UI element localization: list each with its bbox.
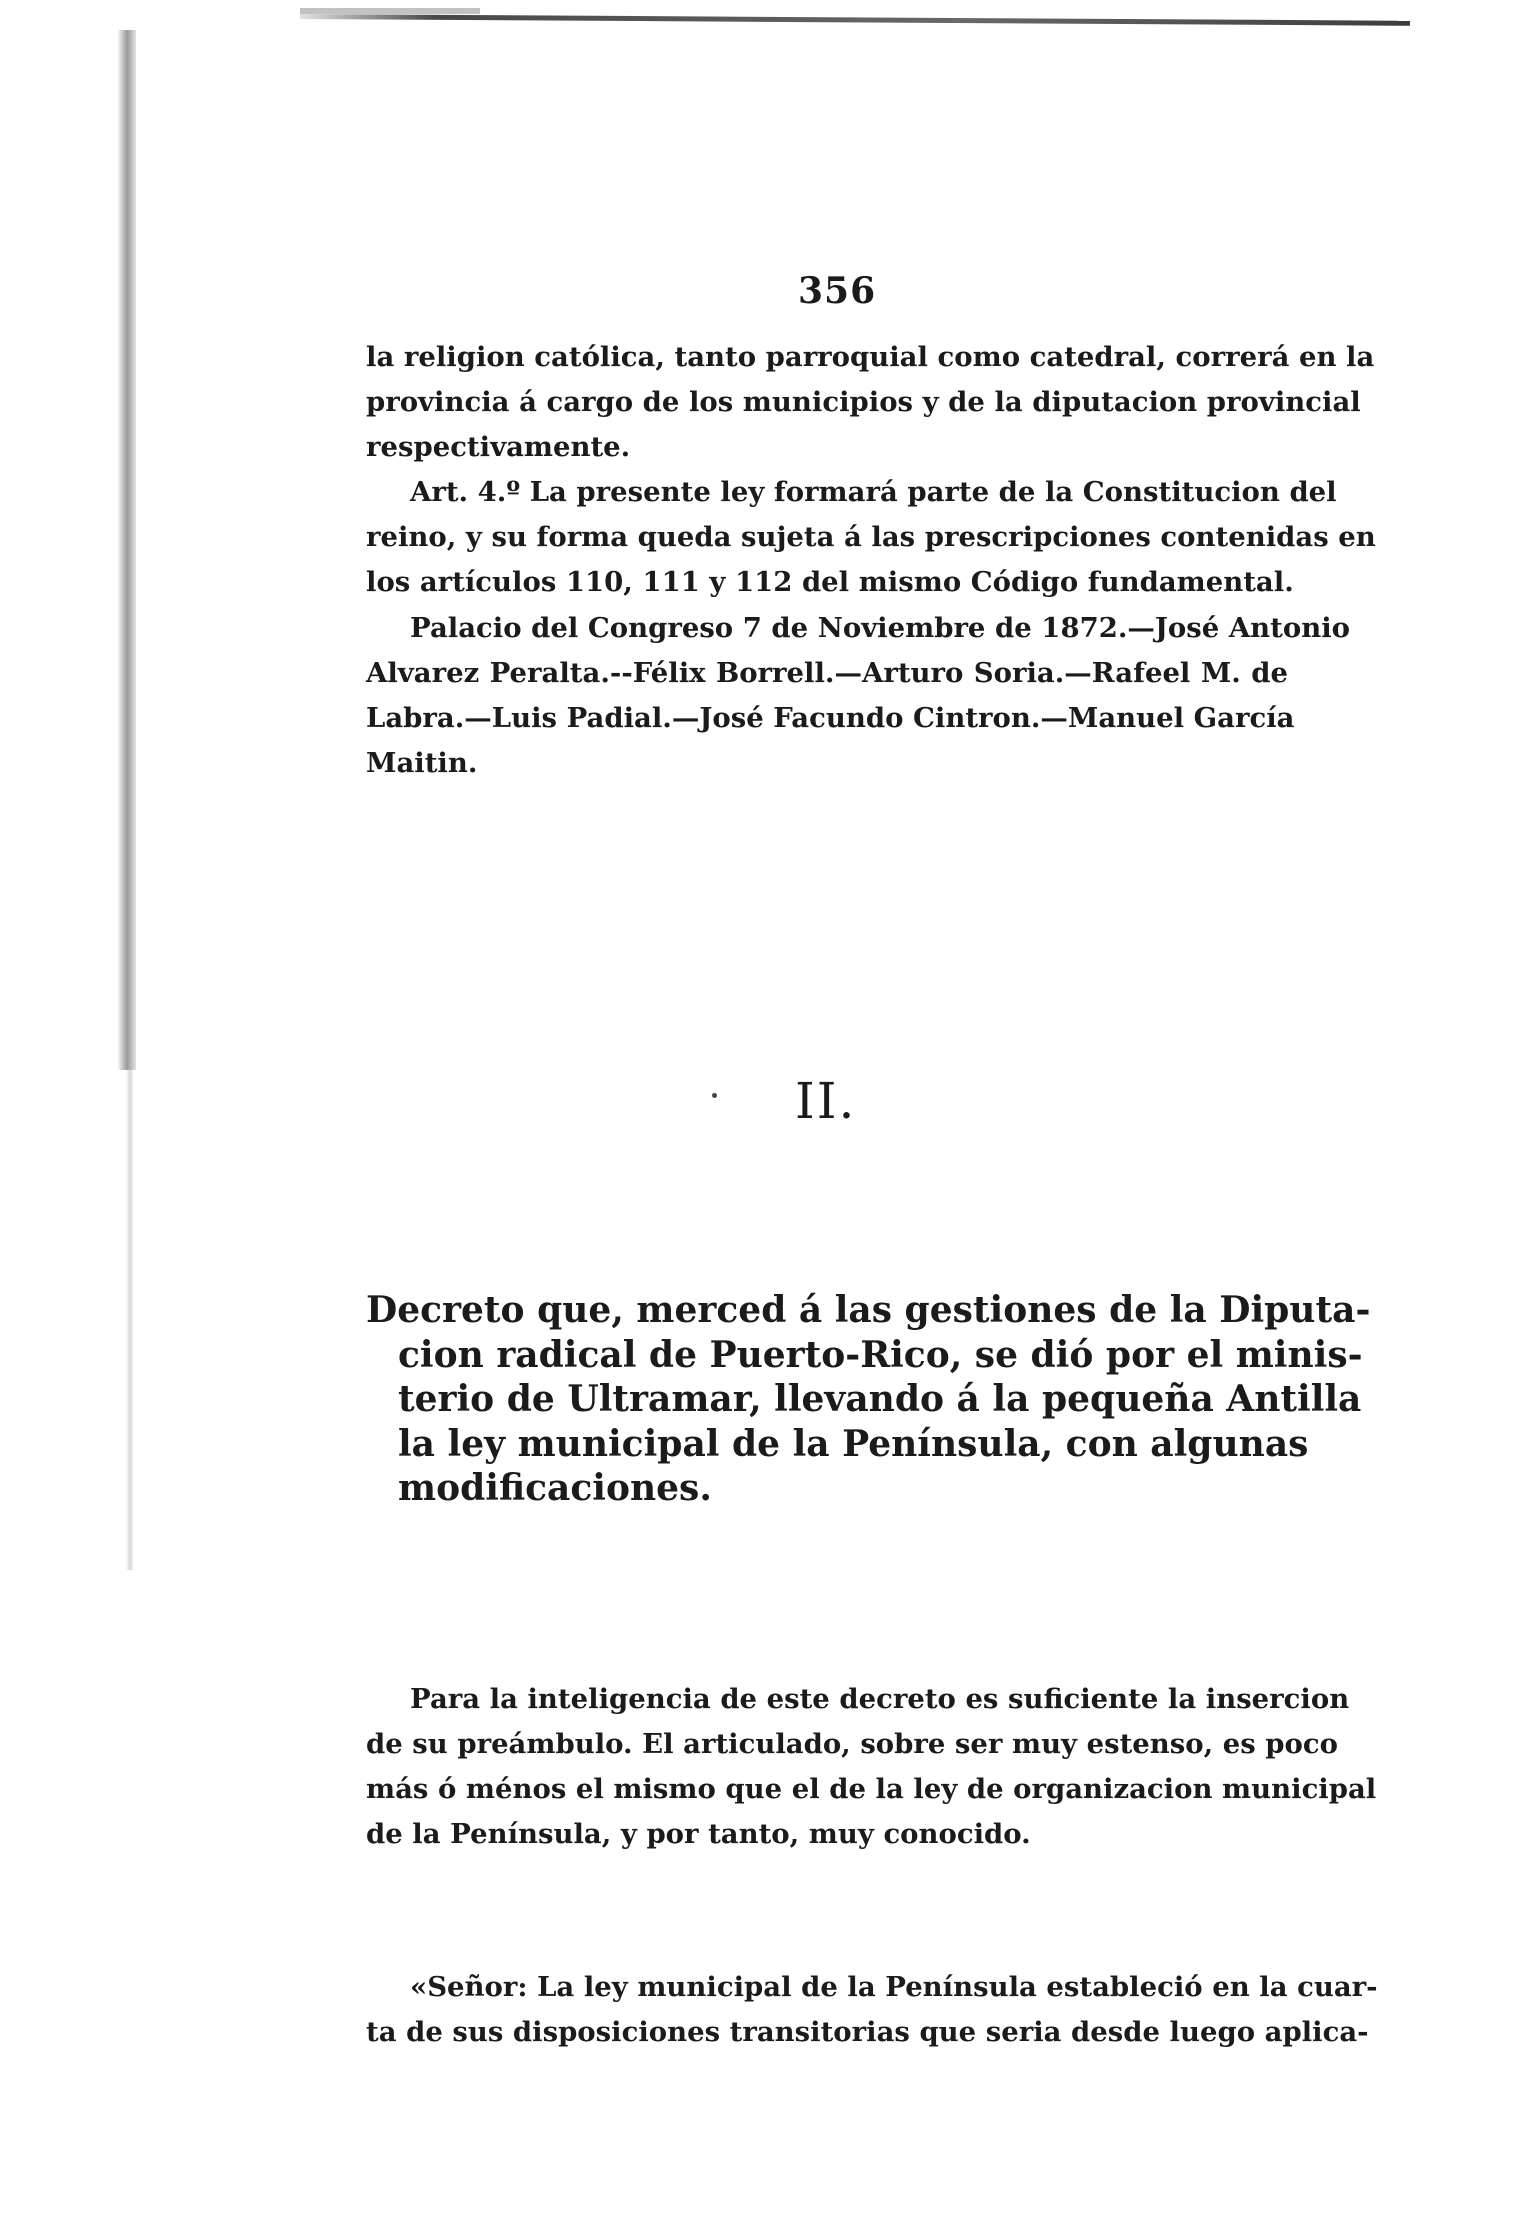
paragraph-2-line: Art. 4.º La presente ley formará parte de la Constitucion del bbox=[410, 476, 1337, 508]
section-title-line: Decreto que, merced á las gestiones de la Diputa- bbox=[366, 1289, 1371, 1331]
paragraph-4-line: de su preámbulo. El articulado, sobre ser muy estenso, es poco bbox=[366, 1728, 1338, 1760]
paragraph-1-line: provincia á cargo de los municipios y de la diputacion provincial bbox=[366, 386, 1361, 418]
paragraph-3-line: Maitin. bbox=[366, 747, 478, 779]
section-title bbox=[366, 1288, 1371, 1511]
paragraph-3-line: Palacio del Congreso 7 de Noviembre de 1872.—José Antonio bbox=[410, 612, 1350, 644]
section-title-line: modificaciones. bbox=[398, 1467, 712, 1509]
scan-speck bbox=[712, 1093, 717, 1098]
paragraph-4-line: más ó ménos el mismo que el de la ley de organizacion municipal bbox=[366, 1773, 1377, 1805]
paragraph-1 bbox=[366, 335, 1375, 470]
paragraph-5-line: «Señor: La ley municipal de la Península estableció en la cuar- bbox=[410, 1971, 1378, 2003]
section-title-line: la ley municipal de la Península, con algunas bbox=[398, 1422, 1309, 1465]
scan-artifact-gutter-shadow bbox=[118, 30, 136, 1070]
paragraph-2-line: reino, y su forma queda sujeta á las prescripciones contenidas en bbox=[366, 521, 1376, 553]
paragraph-1-line: la religion católica, tanto parroquial como catedral, correrá en la bbox=[366, 341, 1375, 373]
paragraph-5 bbox=[366, 1965, 1378, 2055]
paragraph-1-line: respectivamente. bbox=[366, 431, 631, 463]
section-title-line: terio de Ultramar, llevando á la pequeña Antilla bbox=[398, 1378, 1362, 1420]
paragraph-2-line: los artículos 110, 111 y 112 del mismo Código fundamental. bbox=[366, 566, 1294, 598]
paragraph-2 bbox=[366, 470, 1376, 605]
paragraph-3-line: Alvarez Peralta.--Félix Borrell.—Arturo Soria.—Rafeel M. de bbox=[366, 657, 1288, 689]
paragraph-4-line: Para la inteligencia de este decreto es suficiente la insercion bbox=[410, 1683, 1350, 1715]
paragraph-5-line: ta de sus disposiciones transitorias que seria desde luego aplica- bbox=[366, 2016, 1369, 2048]
section-numeral: II. bbox=[795, 1072, 857, 1130]
scan-artifact-gutter-shadow-lower bbox=[126, 1070, 134, 1570]
page-number: 356 bbox=[798, 270, 877, 312]
paragraph-4-line: de la Península, y por tanto, muy conocido. bbox=[366, 1818, 1031, 1850]
section-title-line: cion radical de Puerto-Rico, se dió por el minis- bbox=[398, 1333, 1363, 1376]
paragraph-4 bbox=[366, 1677, 1377, 1857]
paragraph-3-line: Labra.—Luis Padial.—José Facundo Cintron.—Manuel García bbox=[366, 702, 1295, 734]
paragraph-3-signatures bbox=[366, 606, 1350, 786]
scan-artifact-top-smudge bbox=[300, 8, 480, 14]
scan-artifact-top-rule bbox=[300, 14, 1410, 26]
